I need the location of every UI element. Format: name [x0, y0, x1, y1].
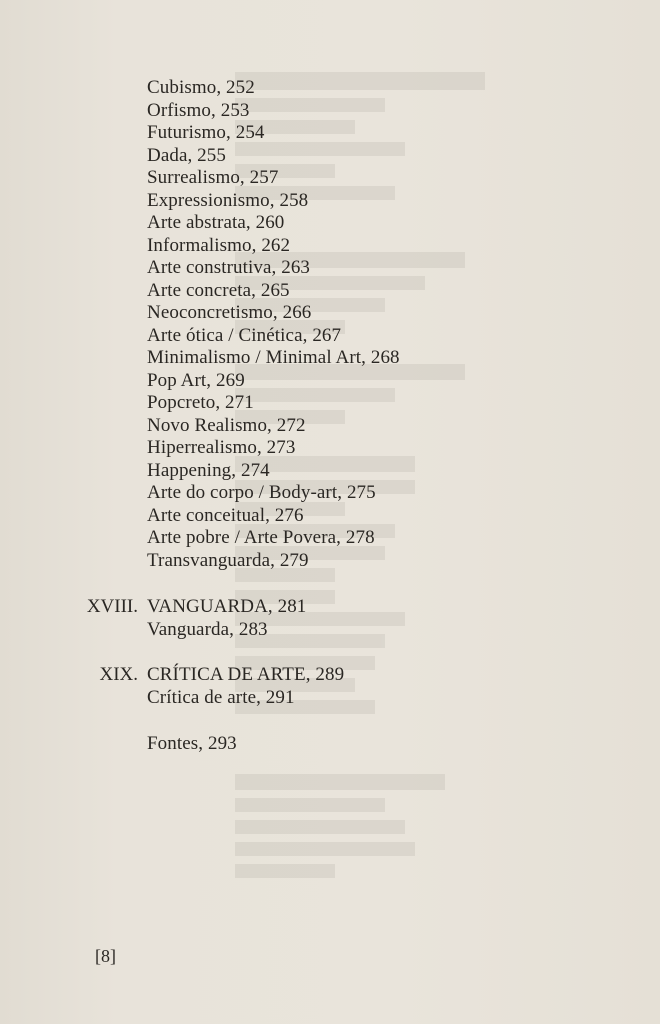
toc-entry: Arte pobre / Arte Povera, 278: [147, 527, 375, 548]
toc-entry-sources: Fontes, 293: [147, 733, 237, 754]
chapter-title: VANGUARDA, 281: [147, 596, 307, 617]
toc-entry: Minimalismo / Minimal Art, 268: [147, 347, 400, 368]
toc-entry: Vanguarda, 283: [147, 618, 268, 640]
toc-entry: Transvanguarda, 279: [147, 549, 309, 571]
toc-entry: Arte conceitual, 276: [147, 504, 304, 526]
page-number: [8]: [95, 946, 116, 966]
chapter-title: CRÍTICA DE ARTE, 289: [147, 664, 345, 685]
toc-entry: Arte do corpo / Body-art, 275: [147, 482, 376, 503]
toc-entry: Pop Art, 269: [147, 369, 245, 391]
toc-entry: Arte concreta, 265: [147, 279, 290, 301]
toc-entry: Informalismo, 262: [147, 234, 291, 256]
toc-entry: Hiperrealismo, 273: [147, 437, 296, 458]
toc-entry: Surrealismo, 257: [147, 167, 279, 188]
chapter-numeral: XVIII.: [86, 596, 138, 617]
toc-entry: Popcreto, 271: [147, 392, 254, 413]
toc-entry: Arte ótica / Cinética, 267: [147, 324, 342, 346]
toc-entry: Orfismo, 253: [147, 99, 250, 121]
chapter-numeral: XIX.: [99, 664, 138, 685]
toc-entry: Cubismo, 252: [147, 77, 255, 98]
toc-entry: Futurismo, 254: [147, 122, 265, 143]
toc-entry: Expressionismo, 258: [147, 189, 309, 211]
toc-entry: Happening, 274: [147, 459, 270, 481]
toc-entry: Dada, 255: [147, 144, 226, 166]
toc-entry: Neoconcretismo, 266: [147, 302, 312, 323]
toc-entry: Arte construtiva, 263: [147, 257, 311, 278]
toc-entry: Crítica de arte, 291: [147, 686, 295, 708]
toc-entry: Arte abstrata, 260: [147, 212, 285, 233]
toc-entry: Novo Realismo, 272: [147, 414, 306, 436]
